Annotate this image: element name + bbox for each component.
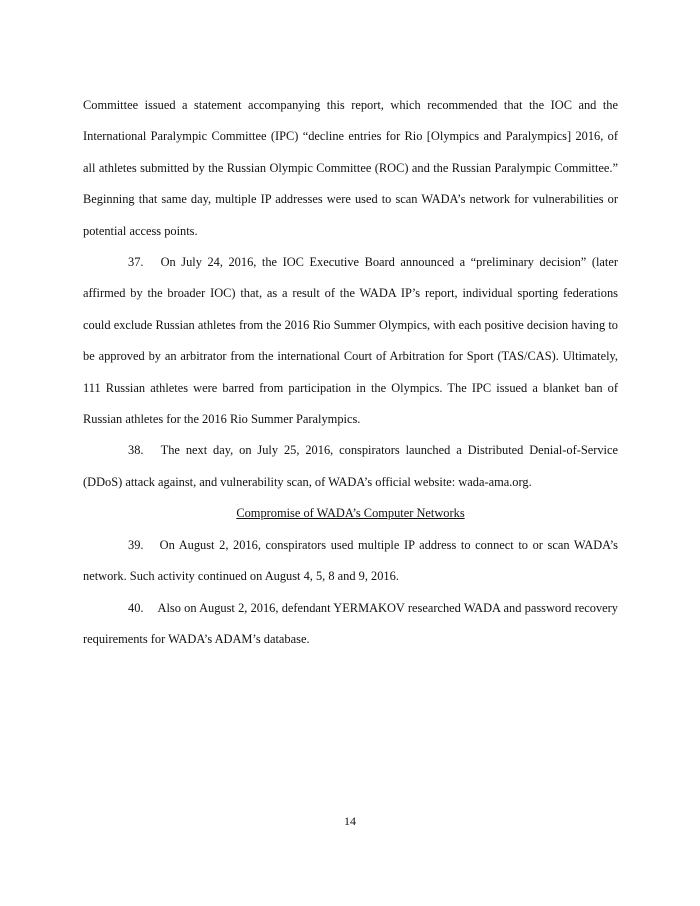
paragraph-number: 38. [128,443,144,458]
paragraph-number: 39. [128,537,144,552]
paragraph-number: 40. [128,600,144,615]
paragraph-text: Also on August 2, 2016, defendant YERMAKOV researched WADA and password recovery requirements for WADA’s ADAM’s database. [83,600,618,646]
paragraph-38 [83,435,618,498]
paragraph-text: On July 24, 2016, the IOC Executive Board announced a “preliminary decision” (later affirmed by the broader IOC) that, as a result of the WADA IP’s report, individual sporting federations could exclude Russian athletes from the 2016 Rio Summer Olympics, with each positive decision having to be approved by an arbitrator from the international Court of Arbitration for Sport (TAS/CAS). Ultimately, 111 Russian athletes were barred from participation in the Olympics. The IPC issued a blanket ban of Russian athletes for the 2016 Rio Summer Paralympics. [83,255,618,427]
paragraph-40 [83,593,618,656]
document-page [83,90,618,655]
paragraph-39 [83,530,618,593]
paragraph-text: On August 2, 2016, conspirators used multiple IP address to connect to or scan WADA’s network. Such activity continued on August 4, 5, 8 and 9, 2016. [83,537,618,584]
page-number: 14 [344,814,356,828]
section-heading: Compromise of WADA’s Computer Networks [236,506,465,521]
paragraph-continuation [83,90,618,247]
paragraph-text: The next day, on July 25, 2016, conspirators launched a Distributed Denial-of-Service (DDoS) attack against, and vulnerability scan, of WADA’s official website: wada-ama.org. [83,443,618,489]
paragraph-text: Committee issued a statement accompanying this report, which recommended that the IOC and the International Paralympic Committee (IPC) “decline entries for Rio [Olympics and Paralympics] 2016, of all athletes submitted by the Russian Olympic Committee (ROC) and the Russian Paralympic Committee.” Beginning that same day, multiple IP addresses were used to scan WADA’s network for vulnerabilities or potential access points. [83,98,618,238]
paragraph-37 [83,247,618,435]
paragraph-number: 37. [128,255,144,270]
